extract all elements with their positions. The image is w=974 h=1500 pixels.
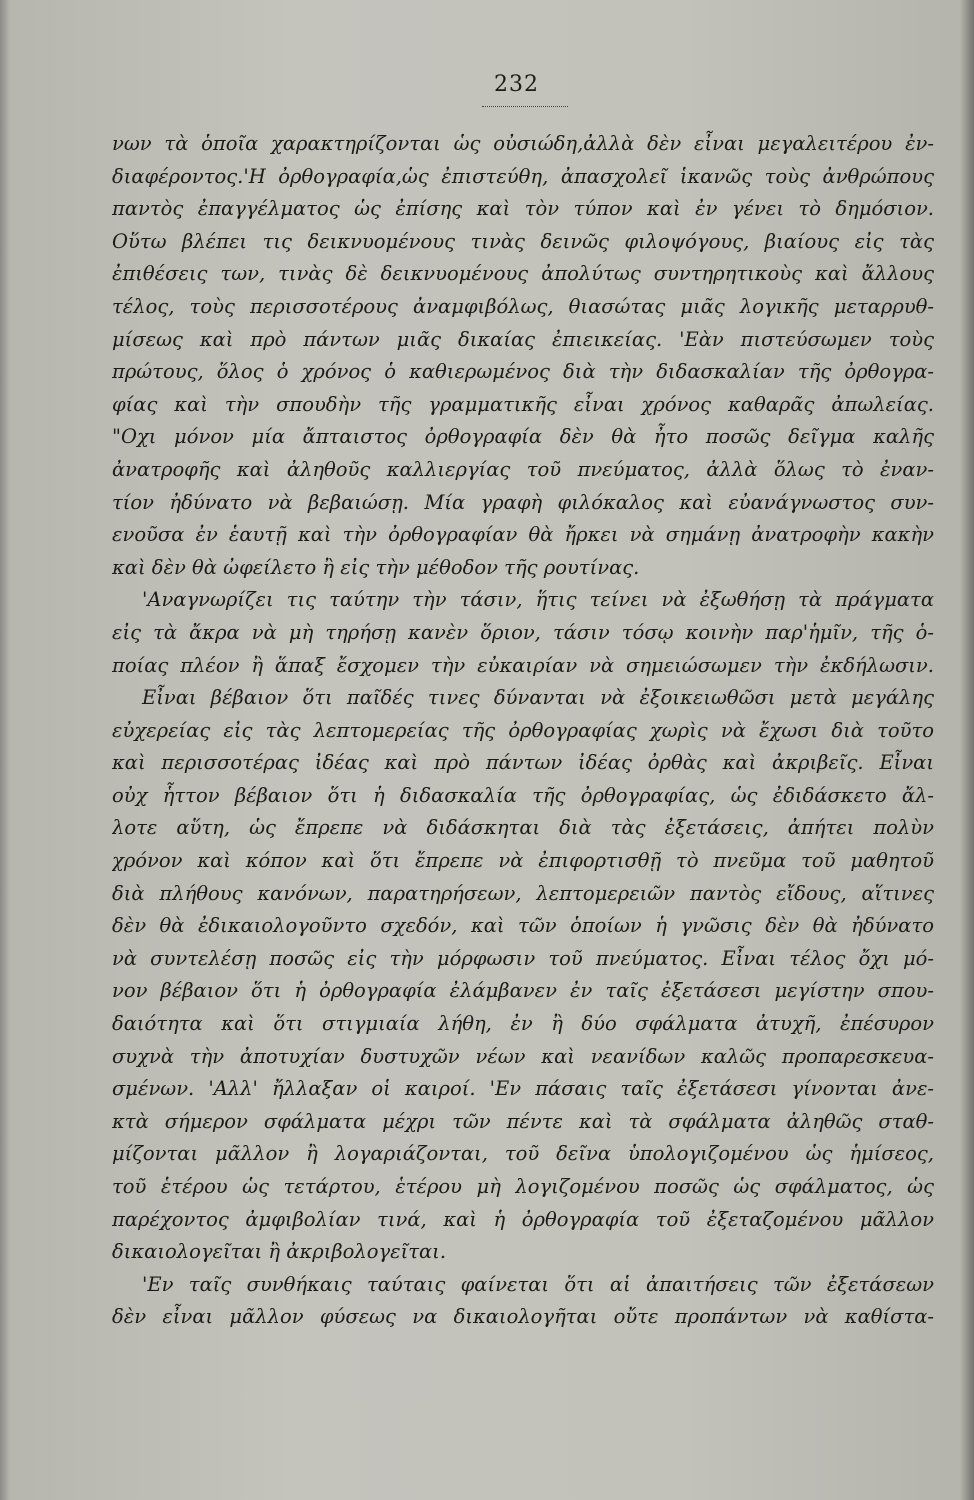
page-number: 232 [494, 72, 539, 97]
text-line: μίσεως καὶ πρὸ πάντων μιᾶς δικαίας ἐπιεικείας. 'Εὰν πιστεύσωμεν τοὺς [112, 327, 934, 351]
text-line: δὲν θὰ ἐδικαιολογοῦντο σχεδόν, καὶ τῶν ὁποίων ἡ γνῶσις δὲν θὰ ἠδύνατο [112, 914, 934, 938]
text-line: νον βέβαιον ὅτι ἡ ὀρθογραφία ἐλάμβανεν ἐν ταῖς ἐξετάσεσι μεγίστην σπου- [112, 979, 934, 1003]
page-number-rule [482, 106, 568, 107]
text-line: χρόνον καὶ κόπον καὶ ὅτι ἔπρεπε νὰ ἐπιφορτισθῇ τὸ πνεῦμα τοῦ μαθητοῦ [112, 849, 934, 873]
text-line: δὲν εἶναι μᾶλλον φύσεως να δικαιολογῆται οὔτε προπάντων νὰ καθίστα- [112, 1305, 934, 1329]
text-line: καὶ περισσοτέρας ἰδέας καὶ πρὸ πάντων ἰδέας ὀρθὰς καὶ ἀκριβεῖς. Εἶναι [112, 751, 934, 775]
text-line: δαιότητα καὶ ὅτι στιγμιαία λήθη, ἐν ἢ δύο σφάλματα ἀτυχῆ, ἐπέσυρον [112, 1012, 934, 1036]
text-line: ποίας πλέον ἢ ἅπαξ ἔσχομεν τὴν εὐκαιρίαν νὰ σημειώσωμεν τὴν ἐκδήλωσιν. [112, 653, 934, 677]
text-line: φίας καὶ τὴν σπουδὴν τῆς γραμματικῆς εἶναι χρόνος καθαρᾶς ἀπωλείας. [112, 392, 934, 416]
text-line: συχνὰ τὴν ἀποτυχίαν δυστυχῶν νέων καὶ νεανίδων καλῶς προπαρεσκευα- [112, 1044, 934, 1068]
text-line: δικαιολογεῖται ἢ ἀκριβολογεῖται. [112, 1240, 447, 1264]
text-line: ἀνατροφῆς καὶ ἀληθοῦς καλλιεργίας τοῦ πνεύματος, ἀλλὰ ὅλως τὸ ἐναν- [112, 457, 934, 481]
text-line: Οὕτω βλέπει τις δεικνυομένους τινὰς δεινῶς φιλοψόγους, βιαίους εἰς τὰς [112, 229, 934, 253]
text-line: "Οχι μόνον μία ἄπταιστος ὀρθογραφία δὲν θὰ ἦτο ποσῶς δεῖγμα καλῆς [112, 425, 934, 449]
text-line: ἐπιθέσεις των, τινὰς δὲ δεικνυομένους ἀπολύτως συντηρητικοὺς καὶ ἄλλους [112, 262, 934, 286]
text-line: σμένων. 'Αλλ' ἤλλαξαν οἱ καιροί. 'Εν πάσαις ταῖς ἐξετάσεσι γίνονται ἀνε- [112, 1077, 934, 1101]
text-line: νὰ συντελέσῃ ποσῶς εἰς τὴν μόρφωσιν τοῦ πνεύματος. Εἶναι τέλος ὄχι μό- [112, 946, 934, 970]
page-edge-shadow [960, 0, 974, 1500]
text-line: νων τὰ ὁποῖα χαρακτηρίζονται ὡς οὐσιώδη,ἀλλὰ δὲν εἶναι μεγαλειτέρου ἐν- [112, 132, 934, 155]
text-line: διὰ πλήθους κανόνων, παρατηρήσεων, λεπτομερειῶν παντὸς εἴδους, αἵτινες [112, 881, 934, 905]
text-line: μίζονται μᾶλλον ἢ λογαριάζονται, τοῦ δεῖνα ὑπολογιζομένου ὡς ἡμίσεος, [112, 1142, 934, 1166]
text-line: λοτε αὕτη, ὡς ἔπρεπε νὰ διδάσκηται διὰ τὰς ἐξετάσεις, ἀπήτει πολὺν [112, 816, 934, 840]
text-line: πρώτους, ὅλος ὁ χρόνος ὁ καθιερωμένος διὰ τὴν διδασκαλίαν τῆς ὀρθογρα- [112, 360, 934, 384]
text-line: 'Αναγνωρίζει τις ταύτην τὴν τάσιν, ἥτις τείνει νὰ ἐξωθήσῃ τὰ πράγματα [142, 588, 934, 612]
text-line: οὐχ ἧττον βέβαιον ὅτι ἡ διδασκαλία τῆς ὀρθογραφίας, ὡς ἐδιδάσκετο ἄλ- [112, 783, 934, 807]
text-line: Εἶναι βέβαιον ὅτι παῖδές τινες δύνανται νὰ ἐξοικειωθῶσι μετὰ μεγάλης [142, 686, 934, 710]
text-line: 'Εν ταῖς συνθήκαις ταύταις φαίνεται ὅτι αἱ ἀπαιτήσεις τῶν ἐξετάσεων [142, 1272, 934, 1296]
text-line: τέλος, τοὺς περισσοτέρους ἀναμφιβόλως, θιασώτας μιᾶς λογικῆς μεταρρυθ- [112, 294, 934, 318]
text-line: παρέχοντος ἀμφιβολίαν τινά, καὶ ἡ ὀρθογραφία τοῦ ἐξεταζομένου μᾶλλον [112, 1207, 934, 1231]
text-line: καὶ δὲν θὰ ὠφείλετο ἢ εἰς τὴν μέθοδον τῆς ρουτίνας. [112, 555, 640, 579]
text-line: τίον ἠδύνατο νὰ βεβαιώσῃ. Μία γραφὴ φιλόκαλος καὶ εὐανάγνωστος συν- [112, 490, 934, 514]
text-line: εἰς τὰ ἄκρα νὰ μὴ τηρήσῃ κανὲν ὅριον, τάσιν τόσῳ κοινὴν παρ'ἡμῖν, τῆς ὁ- [112, 620, 934, 644]
text-line: κτὰ σήμερον σφάλματα μέχρι τῶν πέντε καὶ τὰ σφάλματα ἀληθῶς σταθ- [112, 1109, 934, 1133]
text-line: τοῦ ἑτέρου ὡς τετάρτου, ἑτέρου μὴ λογιζομένου ποσῶς ὡς σφάλματος, ὡς [112, 1175, 934, 1198]
body-text [112, 128, 934, 1334]
text-line: ενοῦσα ἐν ἑαυτῇ καὶ τὴν ὀρθογραφίαν θὰ ἤρκει νὰ σημάνῃ ἀνατροφὴν κακὴν [112, 523, 934, 547]
text-line: διαφέροντος.'Η ὀρθογραφία,ὡς ἐπιστεύθη, ἀπασχολεῖ ἱκανῶς τοὺς ἀνθρώπους [112, 164, 934, 188]
binding-shadow [0, 0, 10, 1500]
text-line: παντὸς ἐπαγγέλματος ὡς ἐπίσης καὶ τὸν τύπον καὶ ἐν γένει τὸ δημόσιον. [112, 197, 934, 221]
text-line: εὐχερείας εἰς τὰς λεπτομερείας τῆς ὀρθογραφίας χωρὶς νὰ ἔχωσι διὰ τοῦτο [112, 718, 934, 742]
